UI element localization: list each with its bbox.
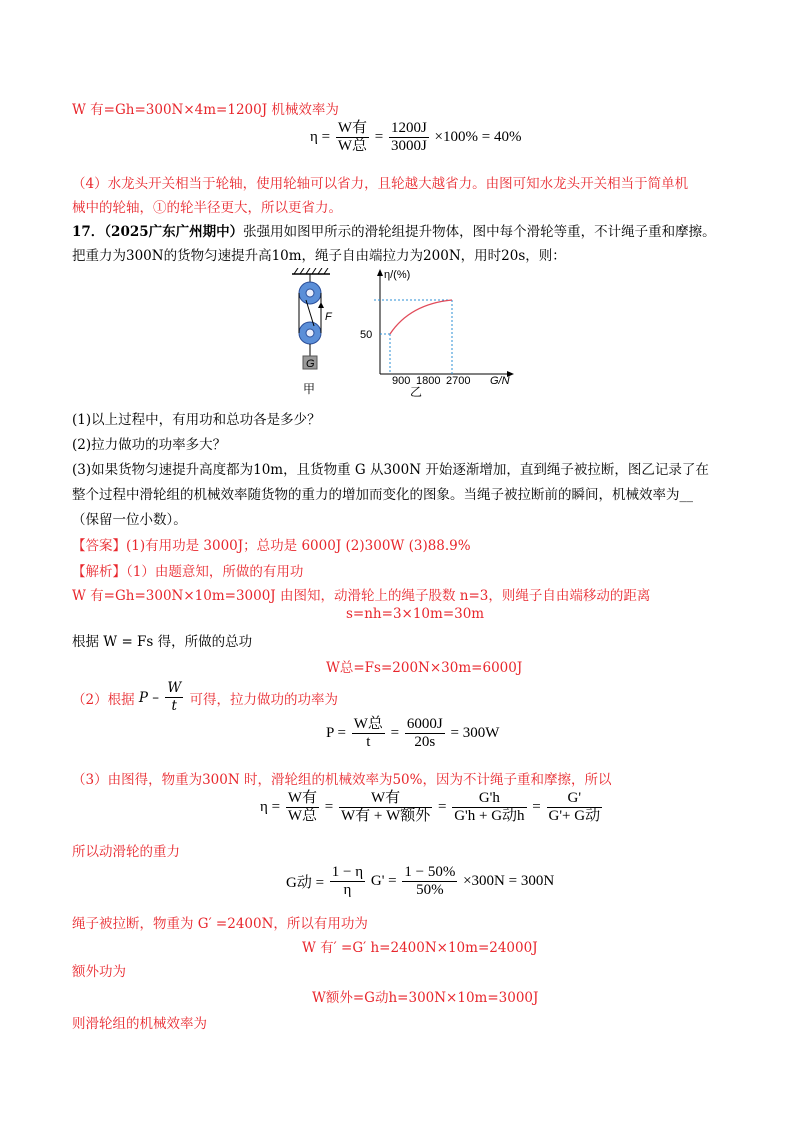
fraction-numerator: W总 [353,716,383,732]
answer-line: 【答案】(1)有用功是 3000J；总功是 6000J (2)300W (3)88.9% [72,538,471,554]
power-intro-tail: 可得，拉力做功的功率为 [189,691,339,708]
fraction [452,790,526,825]
sub-question-3-line-3: （保留一位小数）。 [72,512,187,528]
fraction-denominator: W总 [337,138,367,154]
analysis-pulley-weight-intro: 所以动滑轮的重力 [72,844,180,860]
fraction-numerator: W有 [287,790,317,806]
eq-p: P = [326,725,346,741]
eq-mid: G' = [370,873,397,889]
figure-b-caption: 乙 [410,385,423,398]
eq-g: G动 = [286,875,325,891]
eq-tail: ×100% = 40% [434,129,522,145]
fraction-denominator: 20s [414,734,436,750]
x-tick-900: 900 [392,375,411,387]
fraction-numerator: W [167,680,182,696]
movable-pulley-axle [306,329,314,337]
work-useful-line: W 有=Gh=300N×4m=1200J 机械效率为 [72,102,339,118]
analysis-extra-work-intro: 额外功为 [72,964,126,980]
fraction-denominator: G'h + G动h [454,808,525,824]
analysis-total-work: W总=Fs=200N×30m=6000J [326,660,523,676]
eq-tail: ×300N = 300N [463,873,555,889]
question-text: 张强用如图甲所示的滑轮组提升物体，图中每个滑轮等重，不计绳子重和摩擦。 [243,224,716,240]
fraction-denominator: 3000J [390,138,427,154]
fraction [547,790,603,825]
fraction-denominator: t [366,734,371,750]
x-tick-2700: 2700 [446,375,471,387]
fraction-numerator: 1 − η [331,864,364,880]
eq-sign: = [532,799,541,815]
fraction [165,680,183,715]
analysis-total-work-intro: 根据 W = Fs 得，所做的总功 [72,634,253,650]
y-axis-label: η/(%) [384,269,411,281]
question-17-line-2: 把重力为300N的货物匀速提升高10m，绳子自由端拉力为200N，用时20s，则： [72,248,566,264]
fraction [389,120,429,155]
power-dash: – [152,689,160,706]
fixed-pulley-axle [306,289,314,297]
sub-question-2: (2)拉力做功的功率多大？ [72,437,227,453]
pulley-figure [284,268,344,400]
y-axis-arrow [377,269,383,276]
fraction-numerator: W有 [337,120,367,136]
analysis-power-intro [72,680,338,715]
fraction-denominator: W有 + W额外 [340,808,431,824]
force-arrow-head [318,302,324,308]
force-label: F [325,311,332,323]
weight-label: G [306,358,315,370]
fraction-numerator: W有 [339,790,432,808]
fraction-numerator: G'h [452,790,526,808]
fraction [402,864,457,899]
eq-tail: = 300W [450,725,500,741]
fraction [352,716,385,751]
power-intro-text: （2）根据 [72,691,135,708]
fraction-denominator: W总 [287,808,317,824]
efficiency-equation-2 [260,790,604,825]
power-equation [326,716,499,751]
analysis-line-1: 【解析】（1）由题意知，所做的有用功 [72,564,304,580]
efficiency-curve [390,300,452,334]
eq-sign: = [374,129,384,145]
analysis-useful-work-2: W 有′ =G′ h=2400N×10m=24000J [302,940,538,956]
sub-question-3-line-1: (3)如果货物匀速提升高度都为10m，且货物重 G 从300N 开始逐渐增加，直到绳子被拉断，图乙记录了在 [72,462,709,478]
question-17-line-1 [72,220,716,240]
fraction-numerator: 1200J [390,120,427,136]
power-symbol: P [138,689,148,706]
analysis-efficiency-final-intro: 则滑轮组的机械效率为 [72,1016,207,1032]
analysis-extra-work: W额外=G动h=300N×10m=3000J [312,990,539,1006]
fraction-denominator: G'+ G动 [548,808,601,824]
analysis-line-2: W 有=Gh=300N×10m=3000J 由图知，动滑轮上的绳子股数 n=3，则绳子自由端移动的距离 [72,588,651,604]
sub-question-1: (1)以上过程中，有用功和总功各是多少？ [72,412,321,428]
fraction-numerator: G' [547,790,603,808]
y-tick-50: 50 [360,329,373,341]
fraction-numerator: 6000J [406,716,443,732]
analysis-distance: s=nh=3×10m=30m [346,606,485,622]
analysis-part-3-intro: （3）由图得，物重为300N 时，滑轮组的机械效率为50%，因为不计绳子重和摩擦，所以 [72,772,612,788]
fraction-denominator: η [343,882,352,898]
eq-eta: η = [310,129,331,145]
fraction [339,790,432,825]
x-tick-1800: 1800 [416,375,441,387]
question-source: （2025广东广州期中） [104,224,244,240]
eq-sign: = [390,725,400,741]
x-axis-label: G/N [490,375,510,387]
fraction-denominator: 50% [416,882,444,898]
fraction [336,120,369,155]
sub-question-3-line-2: 整个过程中滑轮组的机械效率随货物的重力的增加而变化的图象。当绳子被拉断前的瞬间，机械效率为__ [72,487,693,503]
eq-sign: = [324,799,334,815]
fraction [405,716,445,751]
ceiling-hatch [294,268,328,274]
fraction [286,790,319,825]
fraction-denominator: t [171,698,177,714]
question-number: 17． [72,224,105,240]
eq-eta: η = [260,799,281,815]
fraction-numerator: 1 − 50% [404,864,456,880]
eq-sign: = [437,799,447,815]
pulley-weight-equation [286,864,554,899]
figure-a-caption: 甲 [303,382,316,396]
wheel-axle-explanation-1: （4）水龙头开关相当于轮轴，使用轮轴可以省力，且轮越大越省力。由图可知水龙头开关相当于简单机 [72,176,689,192]
efficiency-chart [352,262,522,398]
efficiency-equation-1 [310,120,521,155]
analysis-rope-break: 绳子被拉断，物重为 G′ =2400N，所以有用功为 [72,916,368,932]
fraction [330,864,365,899]
wheel-axle-explanation-2: 械中的轮轴，①的轮半径更大，所以更省力。 [72,200,342,216]
